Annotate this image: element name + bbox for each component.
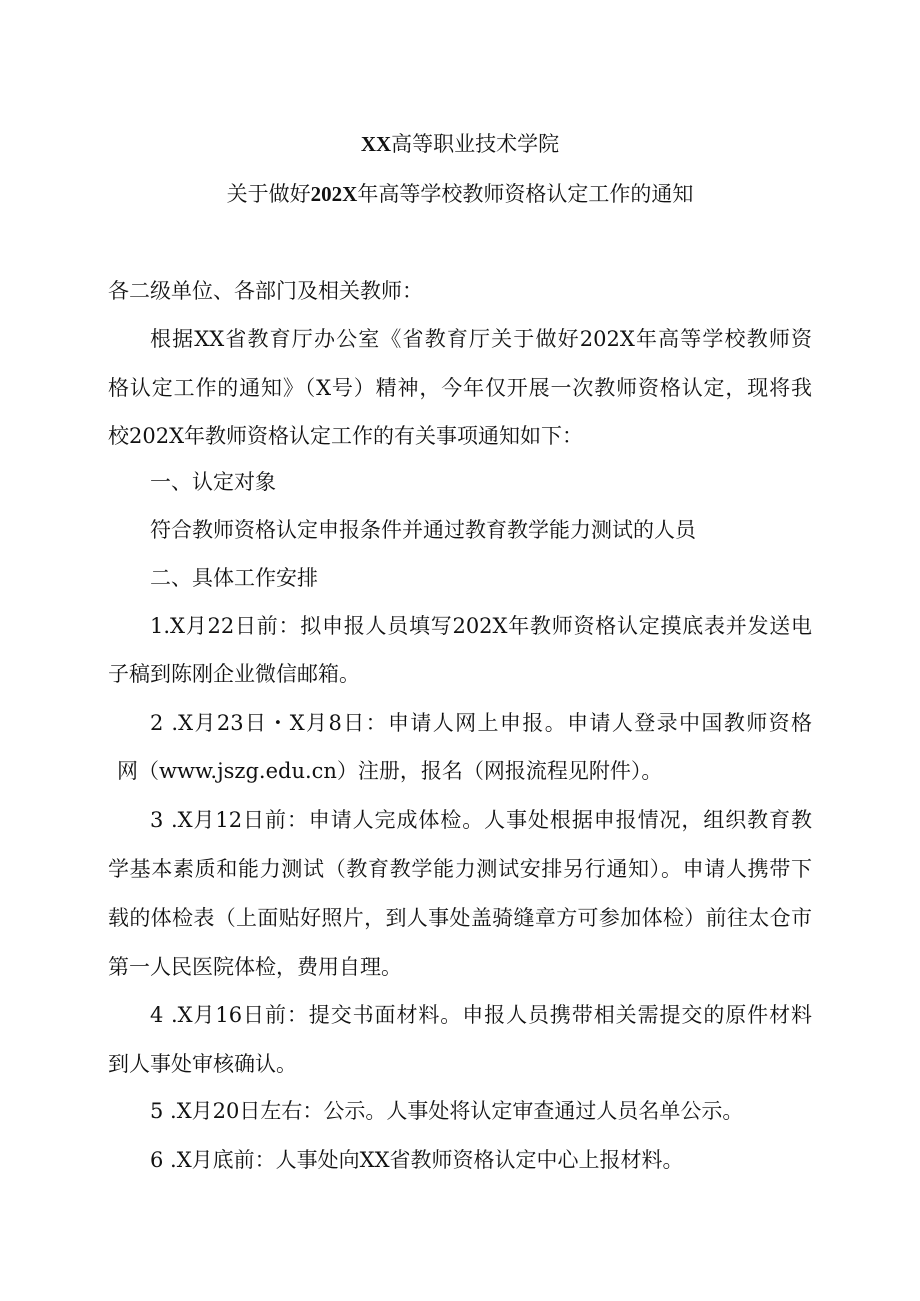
item-3-line-3: 载的体检表（上面贴好照片，到人事处盖骑缝章方可参加体检）前往太仓市 xyxy=(108,906,812,930)
item-4-line-2: 到人事处审核确认。 xyxy=(108,1052,297,1076)
salutation: 各二级单位、各部门及相关教师： xyxy=(108,279,423,303)
title-post: 年高等学校教师资格认定工作的通知 xyxy=(357,182,694,206)
item-2-line-1: 2 .X月23日・X月8日：申请人网上申报。申请人登录中国教师资格 xyxy=(150,711,812,735)
document-org-title xyxy=(0,129,920,159)
item-3-line-1: 3 .X月12日前：申请人完成体检。人事处根据申报情况，组织教育教 xyxy=(150,808,812,832)
title-year: 202X xyxy=(310,182,358,206)
section-2-heading: 二、具体工作安排 xyxy=(150,566,318,590)
item-3-line-2: 学基本素质和能力测试（教育教学能力测试安排另行通知）。申请人携带下 xyxy=(108,857,812,881)
section-1-text: 符合教师资格认定申报条件并通过教育教学能力测试的人员 xyxy=(150,518,696,542)
intro-line-1: 根据XX省教育厅办公室《省教育厅关于做好202X年高等学校教师资 xyxy=(150,327,812,351)
item-3-line-4: 第一人民医院体检，费用自理。 xyxy=(108,955,402,979)
item-4-line-1: 4 .X月16日前：提交书面材料。申报人员携带相关需提交的原件材料 xyxy=(150,1003,812,1027)
item-2-line-2: 网（www.jszg.edu.cn）注册，报名（网报流程见附件）。 xyxy=(117,759,663,783)
intro-line-2: 格认定工作的通知》（X号）精神，今年仅开展一次教师资格认定，现将我 xyxy=(108,376,812,400)
intro-line-3: 校202X年教师资格认定工作的有关事项通知如下： xyxy=(108,424,584,448)
document-title xyxy=(0,179,920,209)
item-6-line-1: 6 .X月底前：人事处向XX省教师资格认定中心上报材料。 xyxy=(150,1148,684,1172)
item-5-line-1: 5 .X月20日左右：公示。人事处将认定审查通过人员名单公示。 xyxy=(150,1099,744,1123)
org-name: 高等职业技术学院 xyxy=(391,132,560,156)
item-1-line-2: 子稿到陈刚企业微信邮箱。 xyxy=(108,662,360,686)
title-pre: 关于做好 xyxy=(226,182,311,206)
item-1-line-1: 1.X月22日前：拟申报人员填写202X年教师资格认定摸底表并发送电 xyxy=(150,614,812,638)
section-1-heading: 一、认定对象 xyxy=(150,470,276,494)
org-prefix: XX xyxy=(360,132,392,156)
